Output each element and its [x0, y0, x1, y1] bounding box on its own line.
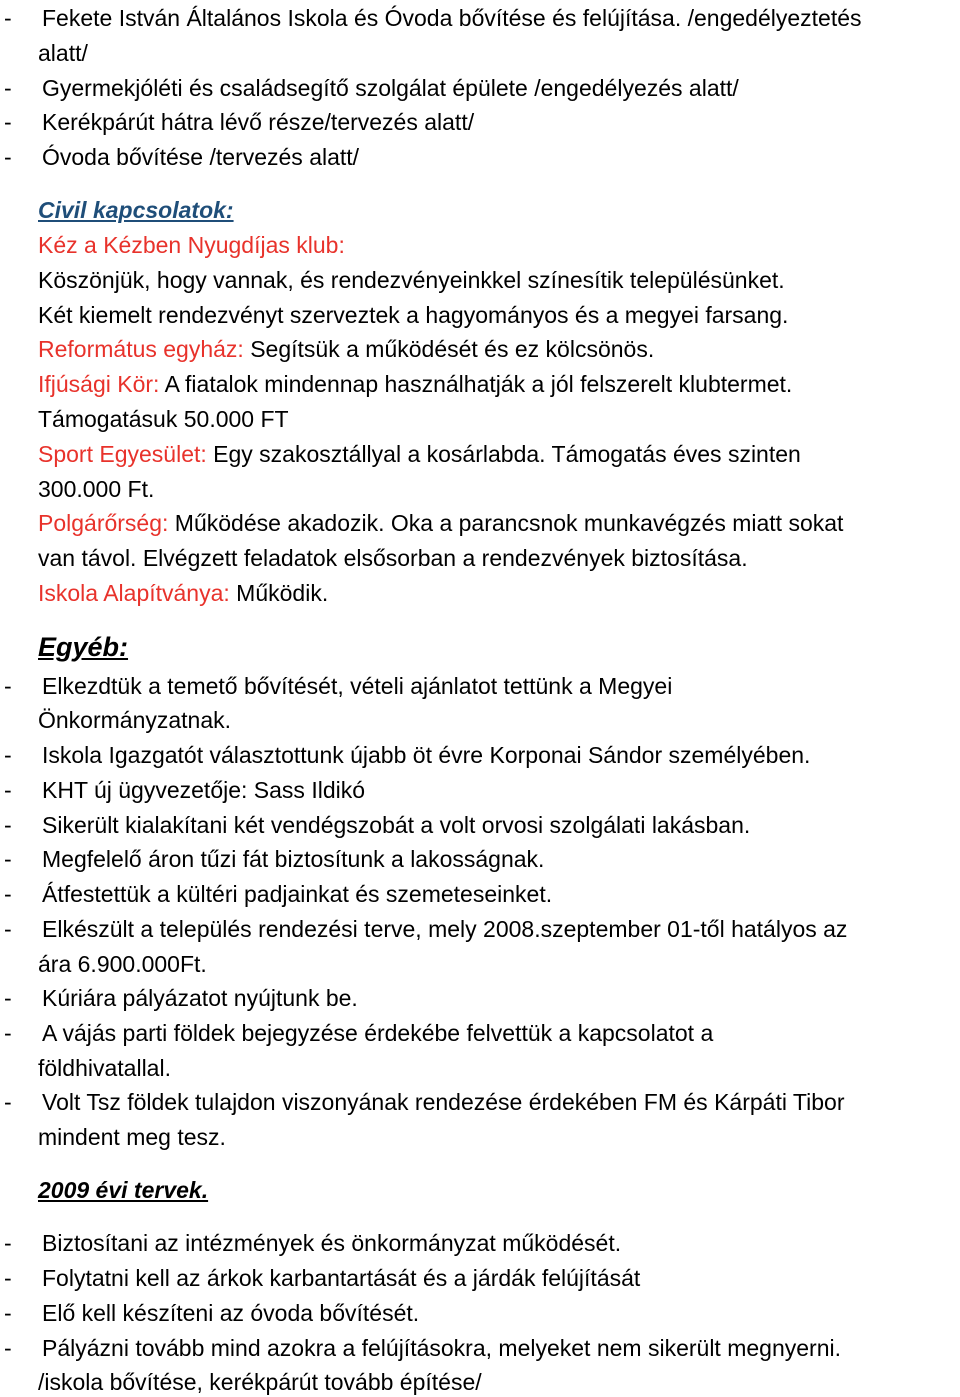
ifjusagi-line: [38, 369, 792, 399]
egyeb-item: Volt Tsz földek tulajdon viszonyának rendezése érdekében FM és Kárpáti Tibor: [42, 1089, 845, 1115]
list-bullet: -: [4, 109, 12, 135]
list-item-text: Gyermekjóléti és családsegítő szolgálat épülete /engedélyezés alatt/: [42, 75, 739, 101]
plan-item-cont: /iskola bővítése, kerékpárút tovább építése/: [38, 1369, 482, 1395]
ifjusagi-text: A fiatalok mindennap használhatják a jól felszerelt klubtermet.: [159, 371, 793, 397]
list-bullet: -: [4, 742, 12, 768]
sport-text: Egy szakosztállyal a kosárlabda. Támogatás éves szinten: [206, 441, 801, 467]
list-bullet: -: [4, 5, 12, 31]
list-bullet: -: [4, 985, 12, 1011]
egyeb-item: Elkészült a település rendezési terve, mely 2008.szeptember 01-től hatályos az: [42, 916, 848, 942]
list-bullet: -: [4, 673, 12, 699]
plan-item: Pályázni tovább mind azokra a felújításokra, melyeket nem sikerült megnyerni.: [42, 1335, 841, 1361]
list-bullet: -: [4, 1300, 12, 1326]
list-bullet: -: [4, 144, 12, 170]
sport-line: [38, 439, 801, 469]
reformatus-line: [38, 334, 654, 364]
plan-item: Elő kell készíteni az óvoda bővítését.: [42, 1300, 420, 1326]
egyeb-item-cont: Önkormányzatnak.: [38, 707, 232, 733]
list-bullet: -: [4, 812, 12, 838]
egyeb-item-cont: mindent meg tesz.: [38, 1124, 226, 1150]
plans-heading: 2009 évi tervek.: [38, 1177, 209, 1203]
list-item-text: Fekete István Általános Iskola és Óvoda bővítése és felújítása. /engedélyeztetés: [42, 5, 862, 31]
list-bullet: -: [4, 1265, 12, 1291]
iskola-alapitvany-line: [38, 578, 328, 608]
list-bullet: -: [4, 777, 12, 803]
polgarorseg-label: Polgárőrség:: [38, 510, 169, 536]
keza-title: Kéz a Kézben Nyugdíjas klub:: [38, 232, 345, 258]
egyeb-item-cont: ára 6.900.000Ft.: [38, 951, 207, 977]
egyeb-item: Elkezdtük a temető bővítését, vételi ajánlatot tettünk a Megyei: [42, 673, 673, 699]
sport-label: Sport Egyesület:: [38, 441, 207, 467]
list-bullet: -: [4, 881, 12, 907]
ifjusagi-label: Ifjúsági Kör:: [38, 371, 160, 397]
list-item-text: Óvoda bővítése /tervezés alatt/: [42, 144, 360, 170]
polgarorseg-text: Működése akadozik. Oka a parancsnok munkavégzés miatt sokat: [168, 510, 844, 536]
reformatus-label: Református egyház:: [38, 336, 244, 362]
egyeb-item: Sikerült kialakítani két vendégszobát a volt orvosi szolgálati lakásban.: [42, 812, 751, 838]
list-item-text: Kerékpárút hátra lévő része/tervezés alatt/: [42, 109, 475, 135]
list-item-text-cont: alatt/: [38, 40, 88, 66]
polgarorseg-line: [38, 508, 843, 538]
list-bullet: -: [4, 846, 12, 872]
egyeb-item: Iskola Igazgatót választottunk újabb öt évre Korponai Sándor személyében.: [42, 742, 811, 768]
egyeb-item: Átfestettük a kültéri padjainkat és szemeteseinket.: [42, 881, 553, 907]
plan-item: Folytatni kell az árkok karbantartását és a járdák felújítását: [42, 1265, 641, 1291]
civil-heading: Civil kapcsolatok:: [38, 197, 234, 223]
list-bullet: -: [4, 1089, 12, 1115]
egyeb-item: Kúriára pályázatot nyújtunk be.: [42, 985, 358, 1011]
plan-item: Biztosítani az intézmények és önkormányzat működését.: [42, 1230, 622, 1256]
egyeb-item: KHT új ügyvezetője: Sass Ildikó: [42, 777, 366, 803]
egyeb-item: Megfelelő áron tűzi fát biztosítunk a lakosságnak.: [42, 846, 545, 872]
egyeb-item-cont: földhivatallal.: [38, 1055, 171, 1081]
list-bullet: -: [4, 75, 12, 101]
list-bullet: -: [4, 1335, 12, 1361]
keza-text: Köszönjük, hogy vannak, és rendezvényeinkkel színesítik településünket.: [38, 267, 785, 293]
keza-text-2: Két kiemelt rendezvényt szerveztek a hagyományos és a megyei farsang.: [38, 302, 789, 328]
iskola-alapitvany-label: Iskola Alapítványa:: [38, 580, 230, 606]
egyeb-item: A vájás parti földek bejegyzése érdekébe felvettük a kapcsolatot a: [42, 1020, 714, 1046]
list-bullet: -: [4, 1020, 12, 1046]
egyeb-heading: Egyéb:: [38, 632, 129, 662]
reformatus-text: Segítsük a működését és ez kölcsönös.: [243, 336, 655, 362]
iskola-alapitvany-text: Működik.: [229, 580, 329, 606]
list-bullet: -: [4, 1230, 12, 1256]
polgarorseg-text-2: van távol. Elvégzett feladatok elsősorban a rendezvények biztosítása.: [38, 545, 748, 571]
sport-text-2: 300.000 Ft.: [38, 476, 155, 502]
ifjusagi-text-2: Támogatásuk 50.000 FT: [38, 406, 289, 432]
list-bullet: -: [4, 916, 12, 942]
